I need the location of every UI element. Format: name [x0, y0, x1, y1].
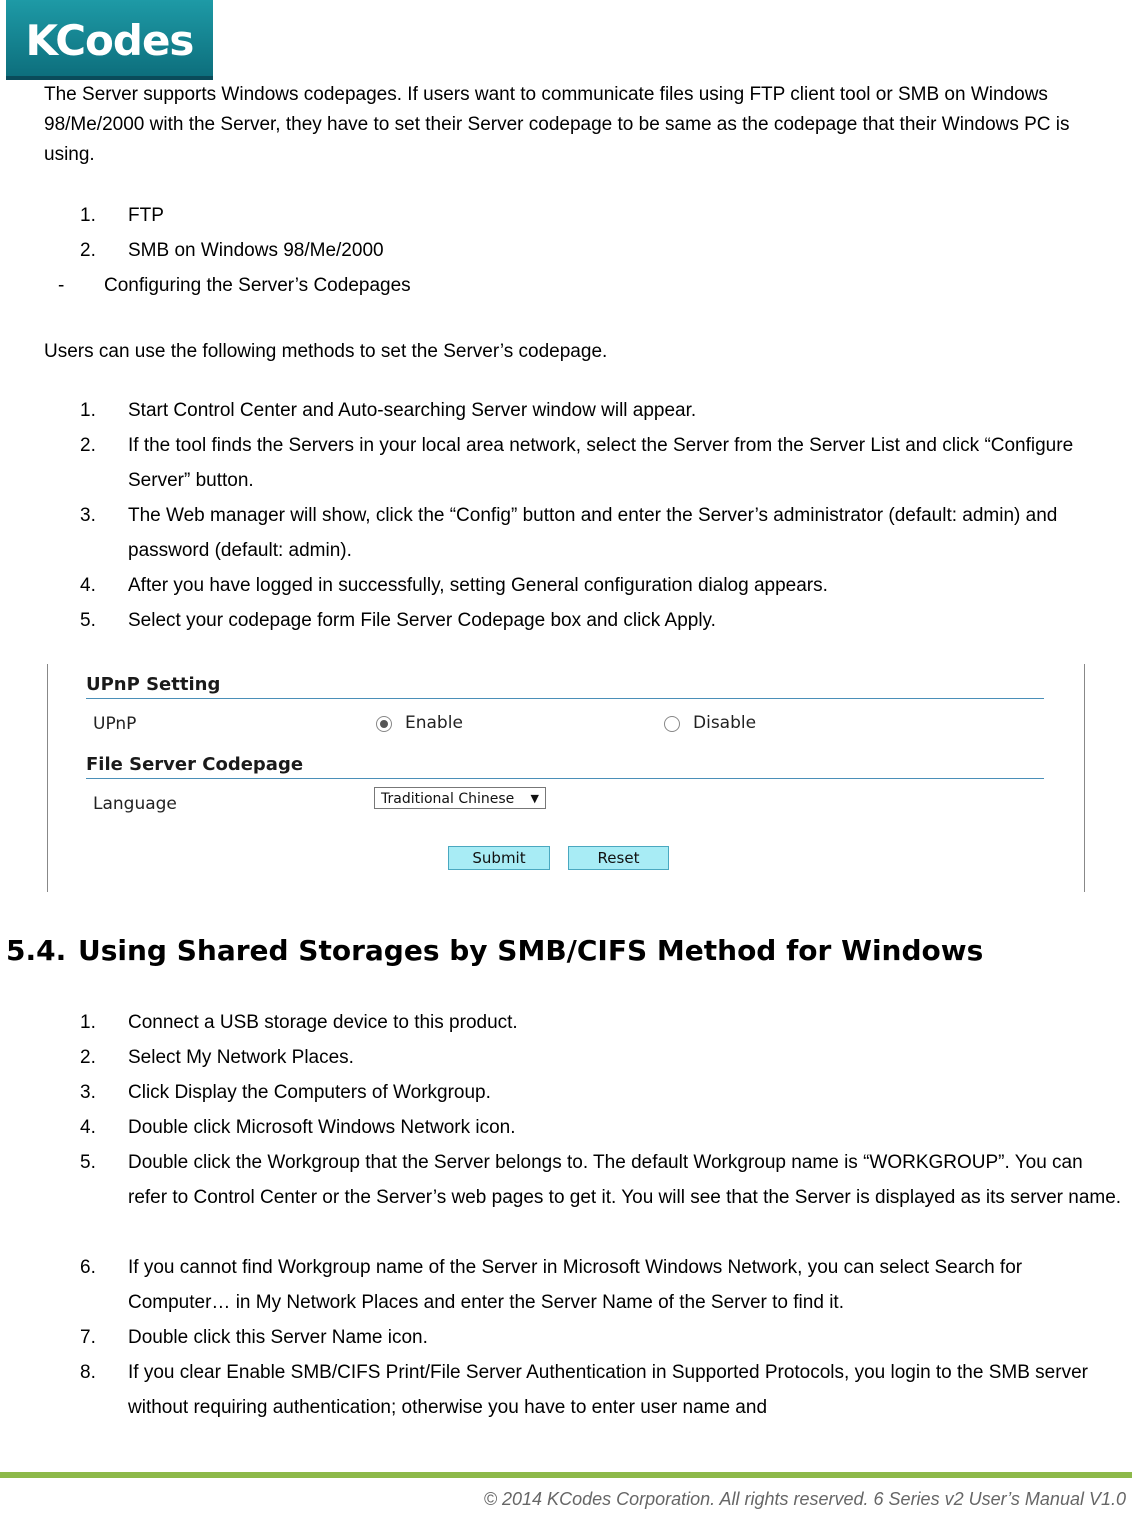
logo-text: KCodes: [25, 16, 194, 65]
upnp-enable-radio[interactable]: [376, 716, 392, 732]
list-text: Click Display the Computers of Workgroup.: [128, 1082, 491, 1103]
list-text: Double click Microsoft Windows Network icon.: [128, 1117, 516, 1138]
list-text: Start Control Center and Auto-searching Server window will appear.: [128, 400, 697, 421]
list-text: After you have logged in successfully, setting General configuration dialog appears.: [128, 575, 828, 596]
upnp-setting-title: UPnP Setting: [86, 674, 221, 695]
list-text: If you clear Enable SMB/CIFS Print/File Server Authentication in Supported Protocols, you login to the SMB server without requiring authentication; otherwise you have to enter user name and: [128, 1362, 1088, 1418]
language-selected-value: Traditional Chinese: [381, 791, 515, 807]
list-number: 1.: [80, 1012, 96, 1033]
list-text: Select your codepage form File Server Codepage box and click Apply.: [128, 610, 716, 631]
list-number: 4.: [80, 1117, 96, 1138]
list-number: 2.: [80, 1047, 96, 1068]
footer-divider: [0, 1472, 1132, 1478]
intro-paragraph: The Server supports Windows codepages. If users want to communicate files using FTP client tool or SMB on Windows 98/Me/2000 with the Server, they have to set their Server codepage to be same as the codepage that their Windows PC is using.: [44, 84, 1070, 165]
footer-copyright: © 2014 KCodes Corporation. All rights reserved. 6 Series v2 User’s Manual V1.0: [483, 1489, 1126, 1509]
list-text: Select My Network Places.: [128, 1047, 354, 1068]
upnp-disable-radio[interactable]: [664, 716, 680, 732]
list-text: Double click the Workgroup that the Server belongs to. The default Workgroup name is “WORKGROUP”. You can refer to Control Center or the Server’s web pages to get it. You will see that the Server is displayed as its server name.: [128, 1152, 1122, 1208]
section-number: 5.4.: [6, 934, 67, 967]
list-number: 3.: [80, 505, 96, 526]
list-number: 1.: [80, 400, 96, 421]
list-number: 1.: [80, 205, 96, 226]
list-text: If the tool finds the Servers in your local area network, select the Server from the Server List and click “Configure Server” button.: [128, 435, 1074, 491]
list-number: 2.: [80, 435, 96, 456]
list-number: 8.: [80, 1362, 96, 1383]
disable-label: Disable: [693, 713, 757, 733]
list-number: 4.: [80, 575, 96, 596]
divider: [86, 778, 1044, 779]
language-label: Language: [93, 794, 177, 814]
reset-button[interactable]: Reset: [568, 846, 669, 870]
settings-screenshot-panel: [47, 664, 1085, 892]
dash-text: Configuring the Server’s Codepages: [104, 275, 411, 296]
enable-label: Enable: [405, 713, 463, 733]
list-number: 2.: [80, 240, 96, 261]
kcodes-logo: [6, 0, 213, 80]
file-server-codepage-title: File Server Codepage: [86, 754, 304, 775]
section-title: Using Shared Storages by SMB/CIFS Method for Windows: [78, 934, 984, 967]
list-number: 3.: [80, 1082, 96, 1103]
list-number: 5.: [80, 1152, 96, 1173]
language-select[interactable]: [374, 787, 546, 809]
chevron-down-icon: ▼: [530, 792, 539, 805]
upnp-label: UPnP: [93, 714, 137, 734]
list-number: 7.: [80, 1327, 96, 1348]
list-text: The Web manager will show, click the “Config” button and enter the Server’s administrator (default: admin) and password (default: admin).: [128, 505, 1058, 561]
list-text: Connect a USB storage device to this product.: [128, 1012, 518, 1033]
list-text: Double click this Server Name icon.: [128, 1327, 428, 1348]
list-text: FTP: [128, 205, 164, 226]
dash-item: [58, 268, 411, 303]
methods-intro: Users can use the following methods to set the Server’s codepage.: [44, 341, 608, 362]
divider: [86, 698, 1044, 699]
list-number: 5.: [80, 610, 96, 631]
list-number: 6.: [80, 1257, 96, 1278]
dash-mark: -: [58, 275, 65, 296]
submit-button[interactable]: Submit: [448, 846, 550, 870]
list-text: SMB on Windows 98/Me/2000: [128, 240, 384, 261]
list-text: If you cannot find Workgroup name of the Server in Microsoft Windows Network, you can select Search for Computer… in My Network Places and enter the Server Name of the Server to find it.: [128, 1257, 1023, 1313]
